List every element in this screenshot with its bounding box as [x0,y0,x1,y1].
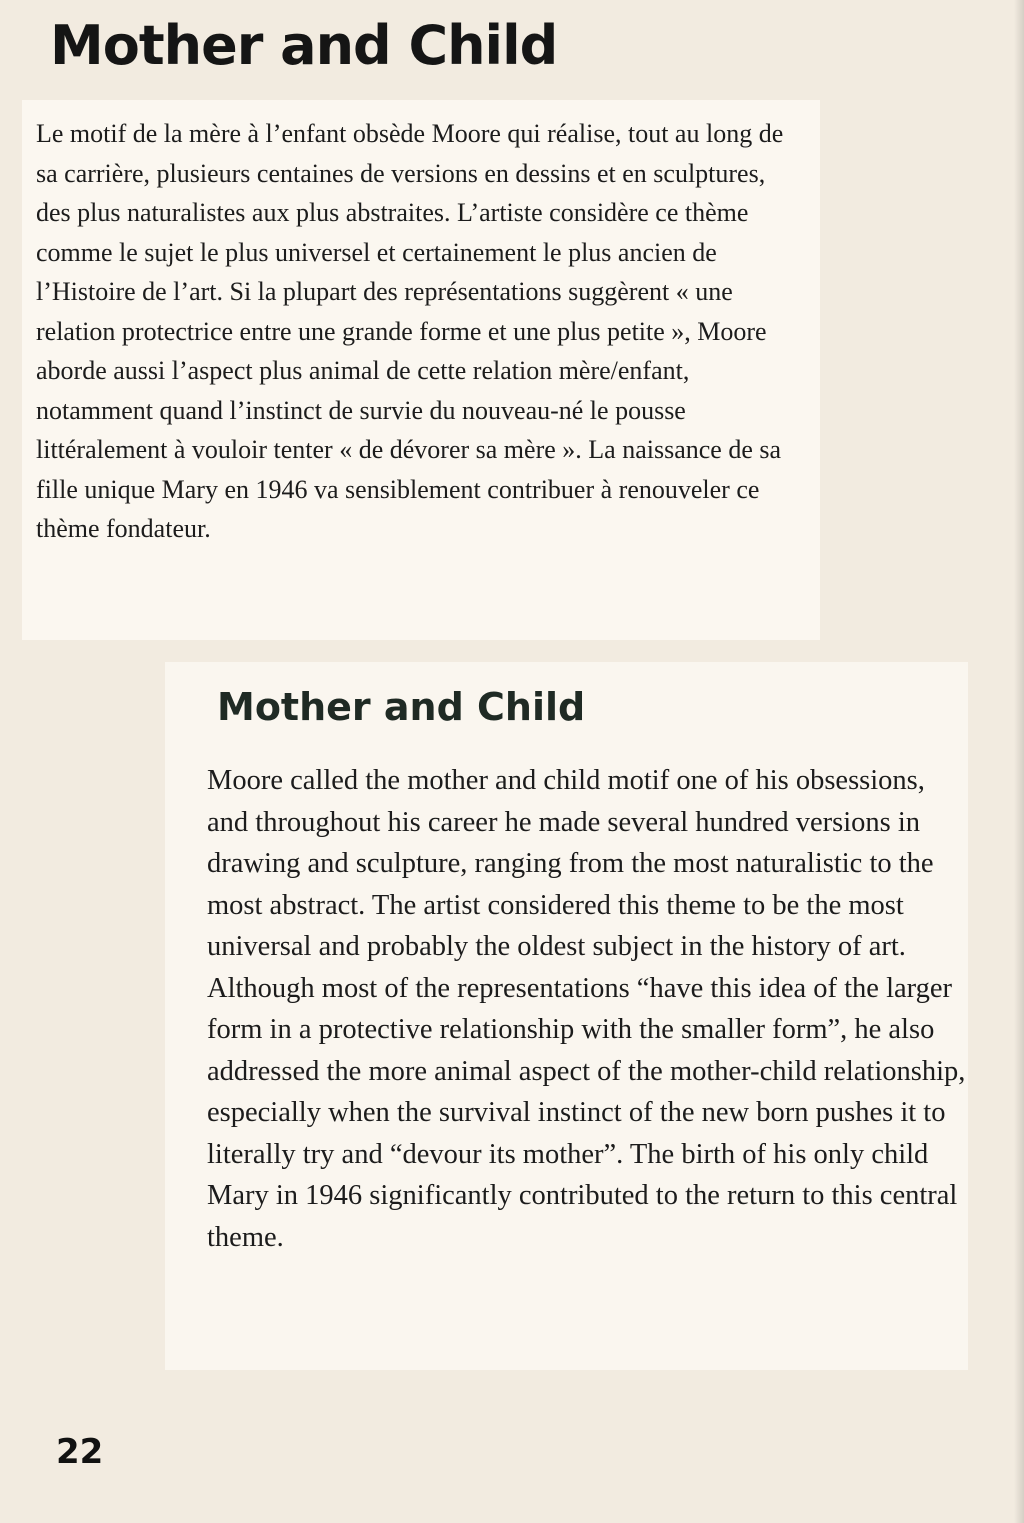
french-paragraph: Le motif de la mère à l’enfant obsède Moore qui réalise, tout au long de sa carrière, plusieurs centaines de versions en dessins et en sculptures, des plus naturalistes aux plus abstraites. L’artiste considère ce thème comme le sujet le plus universel et certainement le plus ancien de l’Histoire de l’art. Si la plupart des représentations suggèrent « une relation protectrice entre une grande forme et une plus petite », Moore aborde aussi l’aspect plus animal de cette relation mère/enfant, notamment quand l’instinct de survie du nouveau-né le pousse littéralement à vouloir tenter « de dévorer sa mère ». La naissance de sa fille unique Mary en 1946 va sensiblement contribuer à renouveler ce thème fondateur. [36,119,784,543]
english-text-panel [165,662,968,1370]
english-title: Mother and Child [217,685,586,729]
english-paragraph: Moore called the mother and child motif one of his obsessions, and throughout his career he made several hundred versions in drawing and sculpture, ranging from the most naturalistic to the most abstract. The artist considered this theme to be the most universal and probably the oldest subject in the history of art. Although most of the representations “have this idea of the larger form in a protective relationship with the smaller form”, he also addressed the more animal aspect of the mother-child relationship, especially when the survival instinct of the new born pushes it to literally try and “devour its mother”. The birth of his only child Mary in 1946 significantly contributed to the return to this central theme. [207,765,966,1253]
page-title: Mother and Child [50,14,558,77]
page-edge-shadow [1014,0,1024,1523]
french-text-panel [22,100,820,640]
page-number: 22 [56,1432,104,1472]
